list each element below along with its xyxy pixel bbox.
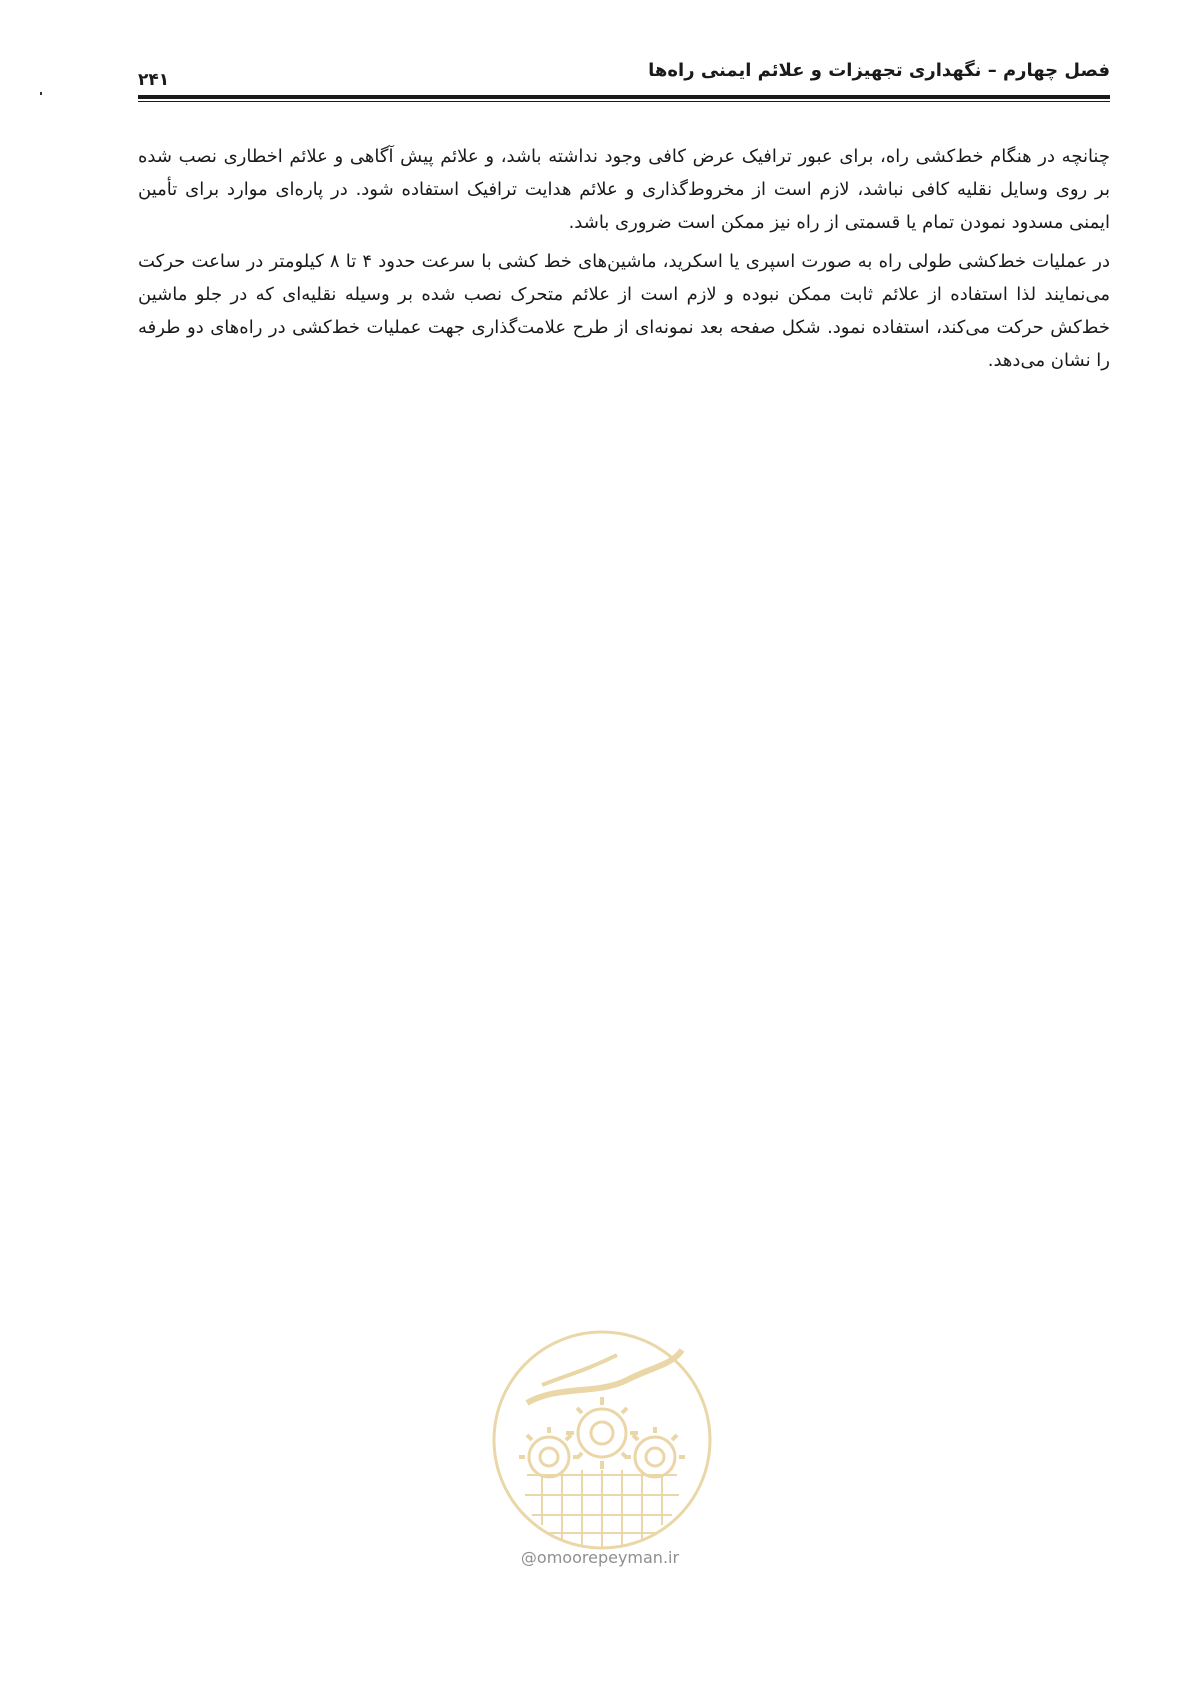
body-text — [138, 140, 1110, 383]
scan-speck — [40, 92, 42, 95]
header-rule-thick — [138, 95, 1110, 99]
chapter-title: فصل چهارم – نگهداری تجهیزات و علائم ایمنی راه‌ها — [648, 60, 1110, 81]
header-rule-thin — [138, 101, 1110, 102]
paragraph-1: چنانچه در هنگام خط‌کشی راه، برای عبور ترافیک عرض کافی وجود نداشته باشد، و علائم پیش آگاهی و علائم اخطاری نصب شده بر روی وسایل نقلیه کافی نباشد، لازم است از مخروط‌گذاری و علائم هدایت ترافیک استفاده شود. در پاره‌ای موارد برای تأمین ایمنی مسدود نمودن تمام یا قسمتی از راه نیز ممکن است ضروری باشد. — [138, 146, 1110, 233]
paragraph-2: در عملیات خط‌کشی طولی راه به صورت اسپری یا اسکرید، ماشین‌های خط کشی با سرعت حدود ۴ تا ۸ کیلومتر در ساعت حرکت می‌نمایند لذا استفاده از علائم ثابت ممکن نبوده و لازم است از علائم متحرک نصب شده بر وسیله نقلیه‌ای که در جلو ماشین خط‌کش حرکت می‌کند، استفاده نمود. شکل صفحه بعد نمونه‌ای از طرح علامت‌گذاری جهت عملیات خط‌کشی در راه‌های دو طرفه را نشان می‌دهد. — [138, 251, 1111, 371]
page-number: ۲۴۱ — [138, 70, 170, 90]
watermark-logo — [487, 1325, 717, 1585]
watermark-url: @omoorepeyman.ir — [520, 1548, 680, 1567]
page-header — [138, 50, 1110, 90]
